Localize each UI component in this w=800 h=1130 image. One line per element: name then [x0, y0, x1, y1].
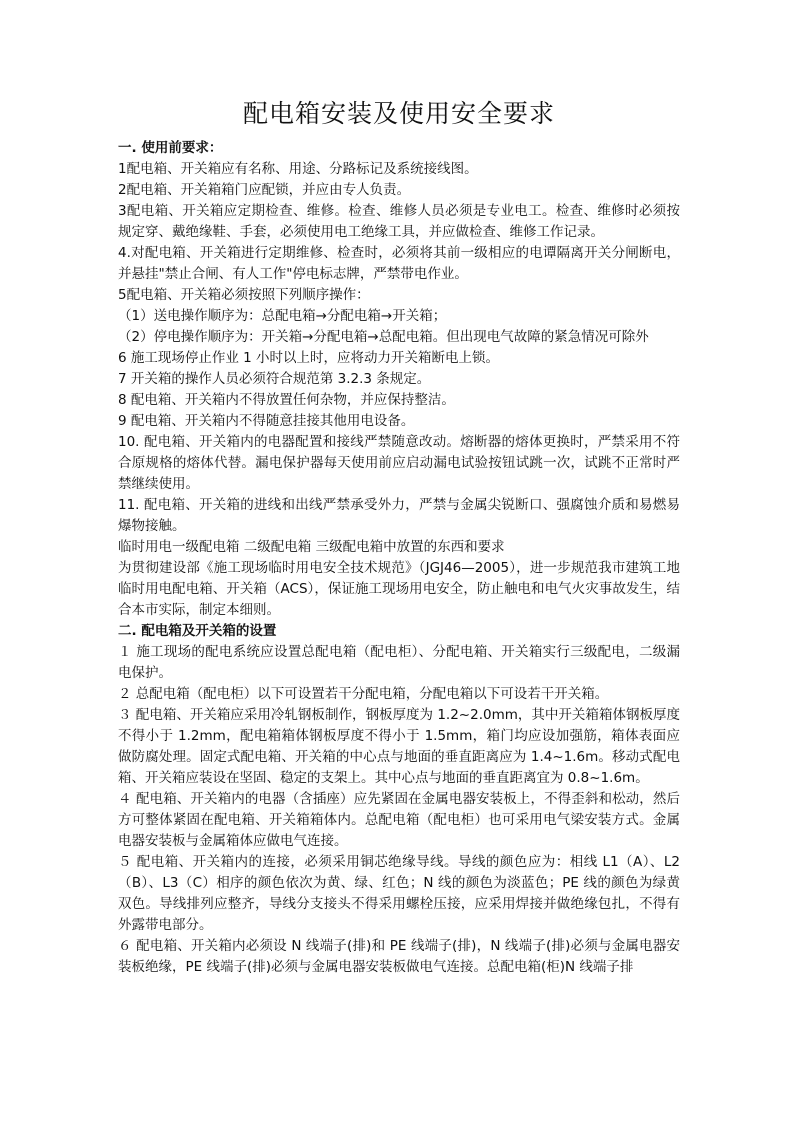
- paragraph: 为贯彻建设部《施工现场临时用电安全技术规范》（JGJ46—2005），进一步规范我市建筑工地临时用电配电箱、开关箱（ACS），保证施工现场用电安全，防止触电和电气火灾事故发生，结合本市实际，制定本细则。: [118, 560, 680, 618]
- paragraph: 临时用电一级配电箱 二级配电箱 三级配电箱中放置的东西和要求: [118, 539, 505, 555]
- paragraph: 3配电箱、开关箱应定期检查、维修。检查、维修人员必须是专业电工。检查、维修时必须按规定穿、戴绝缘鞋、手套，必须使用电工绝缘工具，并应做检查、维修工作记录。: [118, 203, 680, 240]
- paragraph: ６ 配电箱、开关箱内必须设 N 线端子(排)和 PE 线端子(排)，N 线端子(排)必须与金属电器安装板绝缘，PE 线端子(排)必须与金属电器安装板做电气连接。总配电箱(柜)N 线端子排: [118, 938, 680, 975]
- paragraph: 10. 配电箱、开关箱内的电器配置和接线严禁随意改动。熔断器的熔体更换时，严禁采用不符合原规格的熔体代替。漏电保护器每天使用前应启动漏电试验按钮试跳一次，试跳不正常时严禁继续使用。: [118, 434, 680, 492]
- paragraph: 4.对配电箱、开关箱进行定期维修、检查时，必须将其前一级相应的电谭隔离开关分闸断电，并悬挂"禁止合闸、有人工作"停电标志牌，严禁带电作业。: [118, 245, 680, 282]
- paragraph: ２ 总配电箱（配电柜）以下可设置若干分配电箱，分配电箱以下可设若干开关箱。: [118, 686, 609, 702]
- paragraph: 7 开关箱的操作人员必须符合规范第 3.2.3 条规定。: [118, 371, 431, 387]
- paragraph: （2）停电操作顺序为：开关箱→分配电箱→总配电箱。但出现电气故障的紧急情况可除外: [118, 329, 649, 345]
- paragraph: 2配电箱、开关箱箱门应配锁，并应由专人负责。: [118, 182, 411, 198]
- paragraph: （1）送电操作顺序为：总配电箱→分配电箱→开关箱；: [118, 308, 447, 324]
- section-2-heading: 二. 配电箱及开关箱的设置: [118, 623, 277, 639]
- paragraph: 11. 配电箱、开关箱的进线和出线严禁承受外力，严禁与金属尖锐断口、强腐蚀介质和易燃易爆物接触。: [118, 497, 680, 534]
- paragraph: 5配电箱、开关箱必须按照下列顺序操作：: [118, 287, 370, 303]
- paragraph: １ 施工现场的配电系统应设置总配电箱（配电柜）、分配电箱、开关箱实行三级配电，二级漏电保护。: [118, 644, 680, 681]
- paragraph: 6 施工现场停止作业 1 小时以上时，应将动力开关箱断电上锁。: [118, 350, 500, 366]
- paragraph: 9 配电箱、开关箱内不得随意挂接其他用电设备。: [118, 413, 415, 429]
- section-1-heading: 一. 使用前要求：: [118, 140, 223, 156]
- paragraph: ４ 配电箱、开关箱内的电器（含插座）应先紧固在金属电器安装板上，不得歪斜和松动，然后方可整体紧固在配电箱、开关箱箱体内。总配电箱（配电柜）也可采用电气梁安装方式。金属电器安装板与金属箱体应做电气连接。: [118, 791, 680, 849]
- document-title: 配电箱安装及使用安全要求: [242, 99, 555, 128]
- paragraph: 1配电箱、开关箱应有名称、用途、分路标记及系统接线图。: [118, 161, 478, 177]
- paragraph: 8 配电箱、开关箱内不得放置任何杂物，并应保持整洁。: [118, 392, 455, 408]
- paragraph: ５ 配电箱、开关箱内的连接，必须采用铜芯绝缘导线。导线的颜色应为：相线 L1（A）、L2（B）、L3（C）相序的颜色依次为黄、绿、红色；N 线的颜色为淡蓝色；PE 线的颜色为绿黄双色。导线排列应整齐，导线分支接头不得采用螺栓压接，应采用焊接并做绝缘包扎，不得有外露带电部分。: [118, 854, 680, 933]
- document-page: [118, 96, 680, 978]
- paragraph: ３ 配电箱、开关箱应采用冷轧钢板制作，钢板厚度为 1.2~2.0mm，其中开关箱箱体钢板厚度不得小于 1.2mm，配电箱箱体钢板厚度不得小于 1.5mm，箱门均应设加强筋，箱体表面应做防腐处理。固定式配电箱、开关箱的中心点与地面的垂直距离应为 1.4~1.6m。移动式配电箱、开关箱应装设在坚固、稳定的支架上。其中心点与地面的垂直距离宜为 0.8~1.6m。: [118, 707, 680, 786]
